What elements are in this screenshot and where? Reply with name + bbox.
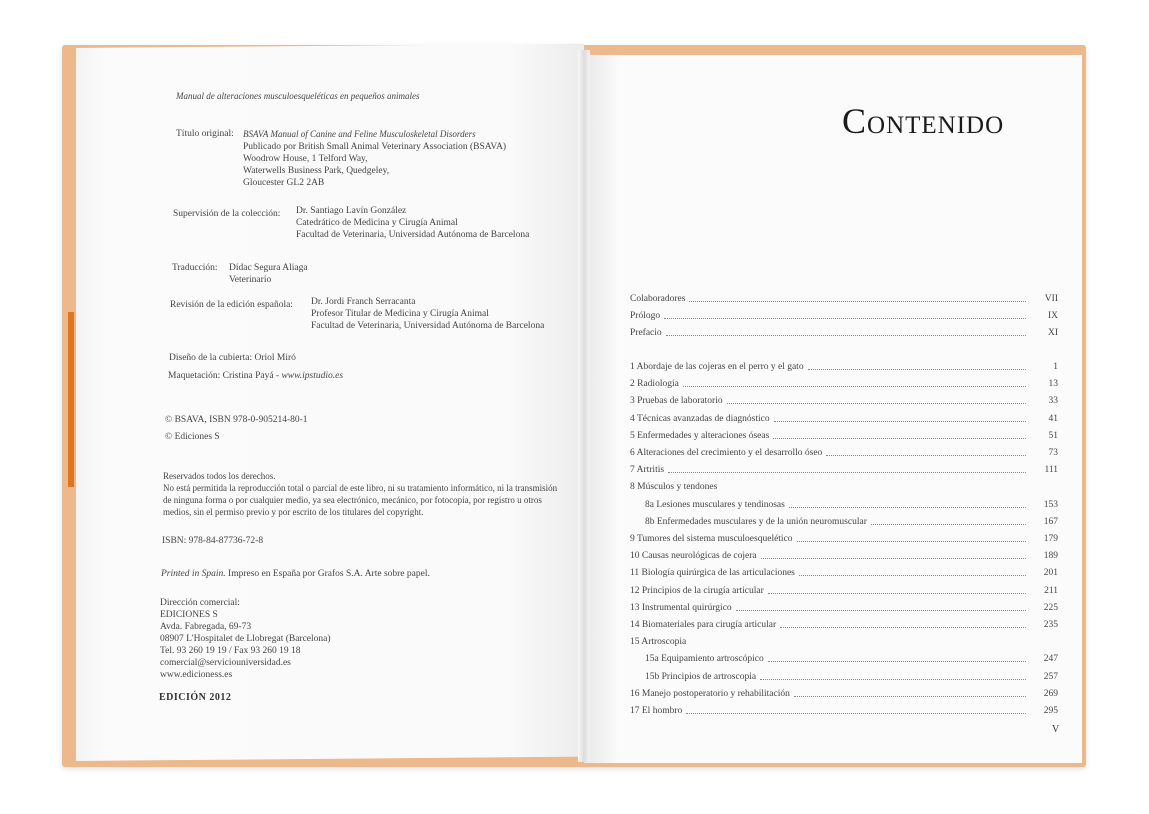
isbn: ISBN: 978-84-87736-72-8 xyxy=(162,536,264,546)
toc-leader-dots xyxy=(780,627,1026,628)
page-title: Contenido xyxy=(842,101,1005,141)
toc-entry-page: 201 xyxy=(1043,568,1058,579)
address-block xyxy=(160,597,331,681)
address-line: 08907 L'Hospitalet de Llobregat (Barcelona) xyxy=(160,634,331,644)
toc-entry-label: 13 Instrumental quirúrgico xyxy=(630,602,732,613)
toc-entry xyxy=(630,394,1058,408)
translation-block xyxy=(229,262,308,286)
publisher-line: Publicado por British Small Animal Veterinary Association (BSAVA) xyxy=(243,142,507,152)
toc-leader-dots xyxy=(768,661,1026,662)
publisher-line: Gloucester GL2 2AB xyxy=(243,178,325,188)
toc-entry-label: 7 Artritis xyxy=(630,465,665,476)
translation-line: Veterinario xyxy=(229,275,272,285)
toc-entry-page: IX xyxy=(1047,311,1058,321)
publisher-line: Woodrow House, 1 Telford Way, xyxy=(243,154,368,164)
address-line: comercial@serviciouniversidad.es xyxy=(160,658,291,668)
toc-leader-dots xyxy=(736,610,1026,611)
address-line: EDICIONES S xyxy=(160,610,218,620)
toc-entry-page: 295 xyxy=(1043,706,1058,716)
address-line: Dirección comercial: xyxy=(160,598,240,608)
toc-entry xyxy=(630,360,1058,374)
page-number: V xyxy=(1052,724,1060,735)
rights-line: de ninguna forma o por cualquier medio, ya sea electrónico, mecánico, por fotocopia, por registro u otros xyxy=(163,495,542,505)
supervision-line: Facultad de Veterinaria, Universidad Autónoma de Barcelona xyxy=(296,230,530,240)
revision-label: Revisión de la edición española: xyxy=(170,300,293,310)
toc-entry-page: 269 xyxy=(1043,688,1058,699)
toc-leader-dots xyxy=(727,403,1026,404)
edition: EDICIÓN 2012 xyxy=(159,692,232,703)
toc-entry-label: Prólogo xyxy=(630,311,661,321)
toc-entry-label: 8b Enfermedades musculares y de la unión neuromuscular xyxy=(645,516,867,527)
toc-leader-dots xyxy=(668,472,1026,473)
original-title-label: Título original: xyxy=(176,129,234,139)
toc-entry xyxy=(630,463,1058,477)
printed-label: Printed in Spain. xyxy=(161,569,226,579)
toc-entry xyxy=(630,412,1058,426)
publisher-line: Waterwells Business Park, Quedgeley, xyxy=(243,166,390,176)
toc-entry xyxy=(630,309,1058,323)
toc-entry-page: XI xyxy=(1047,328,1058,338)
toc-leader-dots xyxy=(773,438,1026,439)
cover-orange-strip xyxy=(68,312,74,487)
rights-line: No está permitida la reproducción total o parcial de este libro, ni su tratamiento informático, ni la transmisión xyxy=(163,483,558,493)
toc-entry-label: Colaboradores xyxy=(630,294,686,304)
toc-entry-page: 51 xyxy=(1048,430,1058,441)
toc-entry-label: 15a Equipamiento artroscópico xyxy=(645,654,764,665)
toc-entry-label: 12 Principios de la cirugía articular xyxy=(630,585,764,596)
revision-block xyxy=(311,296,544,332)
toc-entry xyxy=(630,635,1058,649)
toc-entry xyxy=(630,566,1058,580)
toc-leader-dots xyxy=(774,421,1026,422)
book-title: Manual de alteraciones musculoesqueléticas en pequeños animales xyxy=(176,91,420,101)
toc-entry-page: 235 xyxy=(1043,620,1058,630)
toc-entry-page: 111 xyxy=(1044,465,1058,476)
toc-entry xyxy=(630,704,1058,718)
toc-entry xyxy=(630,687,1058,701)
toc-entry xyxy=(630,292,1058,306)
toc-entry xyxy=(645,652,1058,666)
toc-entry-label: 14 Biomateriales para cirugía articular xyxy=(630,620,777,630)
toc-entry-label: 15 Artroscopia xyxy=(630,637,687,648)
toc-entry xyxy=(630,446,1058,460)
toc-entry-label: 11 Biología quirúrgica de las articulaciones xyxy=(630,568,795,579)
toc-entry xyxy=(630,549,1058,563)
toc-entry xyxy=(630,429,1058,443)
toc-entry-page: 189 xyxy=(1043,551,1058,562)
address-line: Avda. Fabregada, 69-73 xyxy=(160,622,252,632)
toc-entry xyxy=(645,498,1058,512)
toc-entry-page: 225 xyxy=(1043,602,1058,613)
toc-entry-page: 211 xyxy=(1044,585,1058,596)
toc-entry xyxy=(645,515,1058,529)
toc-entry xyxy=(630,480,1058,494)
toc-entry-page: 153 xyxy=(1043,499,1058,510)
toc-entry-page: 179 xyxy=(1043,534,1058,544)
publisher-block xyxy=(243,141,506,189)
toc-leader-dots xyxy=(789,507,1026,508)
toc-leader-dots xyxy=(808,369,1026,370)
toc-entry-page: 73 xyxy=(1048,448,1058,458)
toc-leader-dots xyxy=(686,713,1026,714)
revision-line: Dr. Jordi Franch Serracanta xyxy=(311,297,416,307)
copyright-block xyxy=(165,414,308,443)
toc-leader-dots xyxy=(666,335,1026,336)
printed-line xyxy=(161,568,430,580)
supervision-label: Supervisión de la colección: xyxy=(173,209,281,219)
toc-entry-page: VII xyxy=(1044,294,1058,304)
layout-label: Maquetación: Cristina Payá - xyxy=(168,371,280,381)
toc-entry-page: 33 xyxy=(1048,396,1058,407)
copyright-line: © BSAVA, ISBN 978-0-905214-80-1 xyxy=(165,415,308,425)
toc-entry-page: 247 xyxy=(1043,654,1058,665)
toc-leader-dots xyxy=(794,696,1026,697)
toc-entry-page: 41 xyxy=(1048,413,1058,424)
copyright-line: © Ediciones S xyxy=(165,432,220,442)
printed-text: Impreso en España por Grafos S.A. Arte sobre papel. xyxy=(228,569,430,579)
toc-entry-label: 1 Abordaje de las cojeras en el perro y el gato xyxy=(630,362,804,372)
rights-block xyxy=(163,470,557,518)
toc-entry-label: 3 Pruebas de laboratorio xyxy=(630,396,723,407)
toc-entry-label: 15b Principios de artroscopia xyxy=(645,671,757,682)
toc-leader-dots xyxy=(683,386,1026,387)
toc-entry xyxy=(630,618,1058,632)
toc-entry-page: 13 xyxy=(1048,379,1058,390)
toc-entry-label: 10 Causas neurológicas de cojera xyxy=(630,551,757,562)
revision-line: Profesor Titular de Medicina y Cirugía Animal xyxy=(311,309,489,319)
toc-entry-page: 1 xyxy=(1053,362,1058,372)
toc-entry xyxy=(630,377,1058,391)
layout-credit xyxy=(168,370,343,382)
toc-entry-label: Prefacio xyxy=(630,328,662,338)
rights-line: Reservados todos los derechos. xyxy=(163,471,276,481)
toc-entry xyxy=(630,326,1058,340)
translation-label: Traducción: xyxy=(172,263,218,273)
toc-leader-dots xyxy=(761,558,1026,559)
translation-line: Dídac Segura Aliaga xyxy=(229,263,308,273)
toc-entry-label: 8a Lesiones musculares y tendinosas xyxy=(645,499,785,510)
toc-entry-label: 5 Enfermedades y alteraciones óseas xyxy=(630,430,770,441)
toc-entry-page: 167 xyxy=(1043,516,1058,527)
toc-leader-dots xyxy=(689,301,1026,302)
toc-entry-label: 2 Radiología xyxy=(630,379,679,390)
supervision-line: Catedrático de Medicina y Cirugía Animal xyxy=(296,218,458,228)
toc-entry xyxy=(645,670,1058,684)
rights-line: medios, sin el permiso previo y por escrito de los titulares del copyright. xyxy=(163,507,424,517)
toc-entry xyxy=(630,601,1058,615)
toc-leader-dots xyxy=(760,679,1026,680)
cover-design: Diseño de la cubierta: Oriol Miró xyxy=(169,353,296,363)
supervision-line: Dr. Santiago Lavín González xyxy=(296,206,407,216)
toc-entry-label: 8 Músculos y tendones xyxy=(630,482,718,493)
toc-leader-dots xyxy=(664,318,1026,319)
toc-entry xyxy=(630,584,1058,598)
toc-leader-dots xyxy=(799,575,1026,576)
toc-entry-label: 6 Alteraciones del crecimiento y el desarrollo óseo xyxy=(630,448,823,458)
toc-entry-label: 16 Manejo postoperatorio y rehabilitación xyxy=(630,688,790,699)
toc-entry-label: 4 Técnicas avanzadas de diagnóstico xyxy=(630,413,770,424)
toc-leader-dots xyxy=(826,455,1026,456)
address-line: www.edicioness.es xyxy=(160,670,233,680)
toc-entry-label: 9 Tumores del sistema musculoesquelético xyxy=(630,534,793,544)
toc-leader-dots xyxy=(797,541,1026,542)
toc-entry-page: 257 xyxy=(1043,671,1058,682)
layout-site: www.ipstudio.es xyxy=(281,371,344,381)
toc-entry xyxy=(630,532,1058,546)
revision-line: Facultad de Veterinaria, Universidad Autónoma de Barcelona xyxy=(311,321,545,331)
original-title: BSAVA Manual of Canine and Feline Musculoskeletal Disorders xyxy=(243,129,476,139)
toc-leader-dots xyxy=(768,593,1026,594)
book-gutter xyxy=(578,50,590,762)
address-line: Tel. 93 260 19 19 / Fax 93 260 19 18 xyxy=(160,646,301,656)
supervision-block xyxy=(296,205,529,241)
toc-entry-label: 17 El hombro xyxy=(630,706,683,716)
toc-leader-dots xyxy=(871,524,1026,525)
